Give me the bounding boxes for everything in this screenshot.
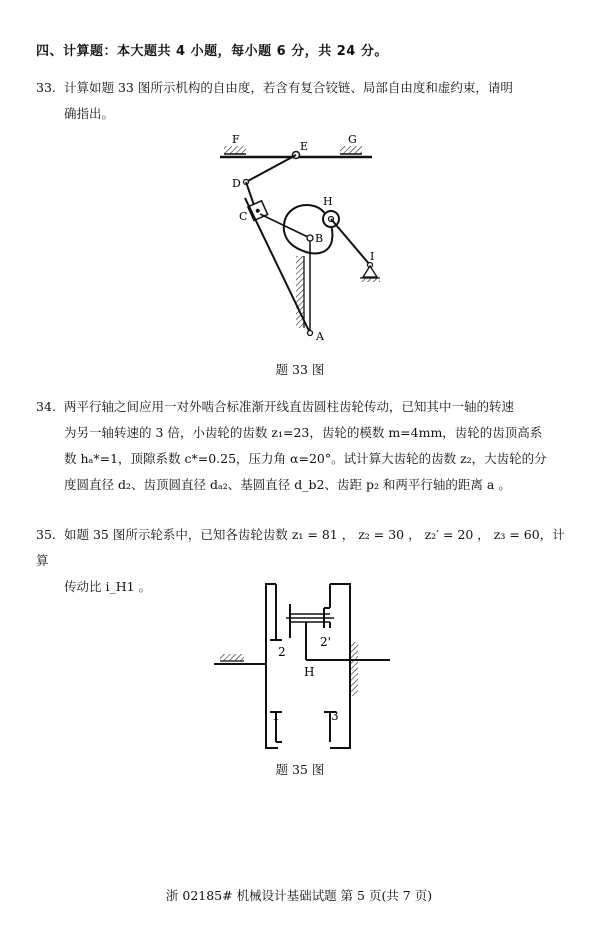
figure-35-gear-train xyxy=(210,572,400,750)
label-E: E xyxy=(300,140,309,153)
question-text-line: 确指出。 xyxy=(64,106,115,121)
link-HI xyxy=(331,219,370,265)
section-title: 四、计算题：本大题共 4 小题，每小题 6 分，共 24 分。 xyxy=(36,44,388,59)
question-text-line: 传动比 i_H1 。 xyxy=(64,579,152,594)
question-number: 34. xyxy=(36,399,56,414)
question-text-line: 为另一轴转速的 3 倍，小齿轮的齿数 z₁=23，齿轮的模数 m=4mm，齿轮的齿顶高系 xyxy=(64,425,543,440)
question-number: 33. xyxy=(36,80,56,95)
label-gear-3: 3 xyxy=(331,709,339,723)
label-A: A xyxy=(316,330,324,343)
gear-3 xyxy=(330,584,350,748)
label-I: I xyxy=(370,250,375,263)
ground-hatch-A xyxy=(296,256,304,328)
question-text-line: 度圆直径 d₂、齿顶圆直径 dₐ₂、基圆直径 d_b2、齿距 p₂ 和两平行轴的距离 a 。 xyxy=(64,477,511,492)
label-gear-1: 1 xyxy=(272,709,280,723)
joint-A xyxy=(308,331,313,336)
question-text-line: 两平行轴之间应用一对外啮合标准渐开线直齿圆柱齿轮传动，已知其中一轴的转速 xyxy=(64,399,515,414)
ground-hatch-left xyxy=(220,654,244,661)
label-D: D xyxy=(232,177,241,190)
label-gear-2: 2 xyxy=(278,645,286,659)
ground-hatch-F xyxy=(224,146,246,154)
label-F: F xyxy=(232,133,240,146)
question-number: 35. xyxy=(36,527,56,542)
ground-hatch-G xyxy=(340,146,362,154)
label-carrier-H: H xyxy=(304,665,315,679)
link-ED xyxy=(246,155,296,182)
label-gear-2-prime: 2' xyxy=(320,635,331,649)
question-34 xyxy=(36,394,576,498)
question-text-line: 数 hₐ*=1，顶隙系数 c*=0.25，压力角 α=20°。试计算大齿轮的齿数 z₂，大齿轮的分 xyxy=(64,451,547,466)
question-text-line: 如题 35 图所示轮系中，已知各齿轮齿数 z₁ = 81 ， z₂ = 30 ， z₂′ = 20 ， z₃ = 60，计算 xyxy=(36,527,565,568)
support-I xyxy=(363,266,377,277)
label-H: H xyxy=(323,195,333,208)
figure-33-mechanism xyxy=(210,128,410,350)
joint-B xyxy=(307,235,313,241)
ground-hatch-right xyxy=(351,642,358,696)
label-B: B xyxy=(315,232,324,245)
question-text-line: 计算如题 33 图所示机构的自由度，若含有复合铰链、局部自由度和虚约束，请明 xyxy=(64,80,513,95)
label-C: C xyxy=(239,210,248,223)
figure-33-caption: 题 33 图 xyxy=(275,362,325,377)
question-33 xyxy=(36,75,576,127)
page-footer: 浙 02185# 机械设计基础试题 第 5 页(共 7 页) xyxy=(165,888,433,903)
figure-35-caption: 题 35 图 xyxy=(275,762,325,777)
label-G: G xyxy=(348,133,357,146)
